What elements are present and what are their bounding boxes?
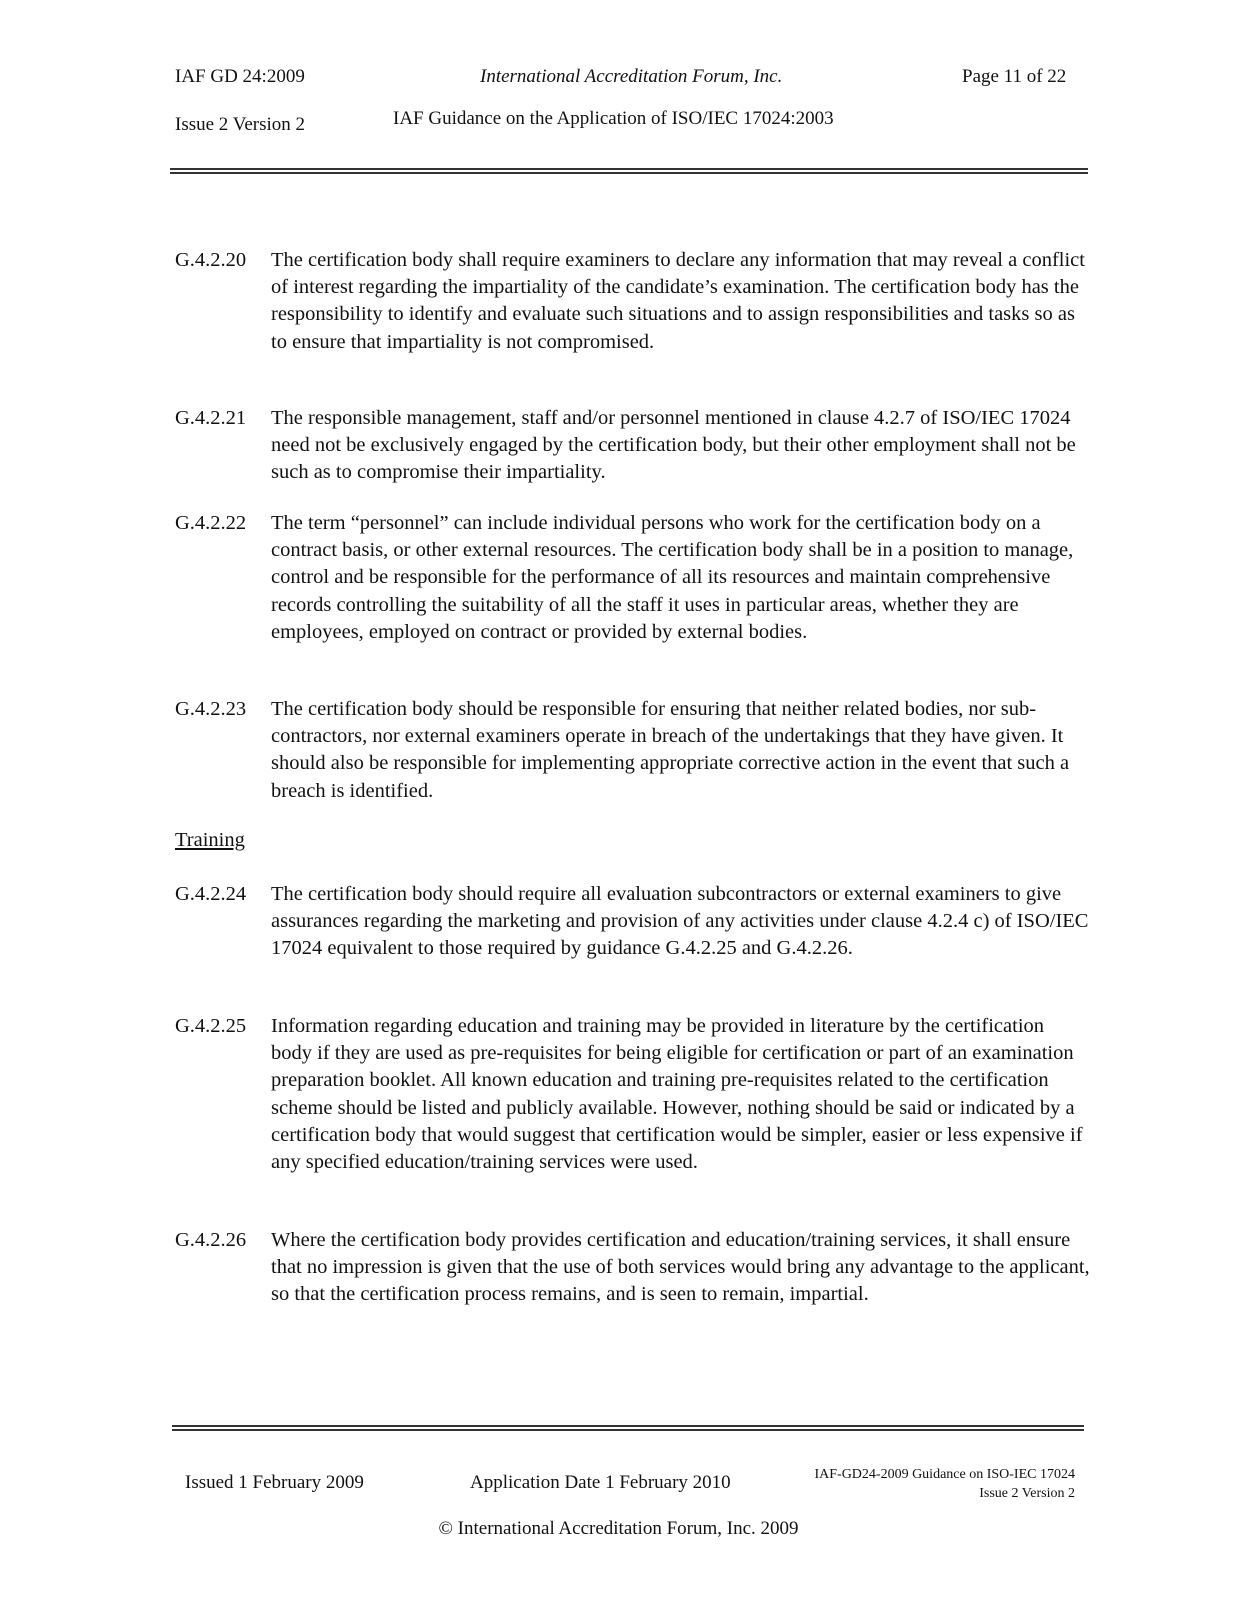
clause-text: The certification body should be responsible for ensuring that neither related bodies, nor sub-contractors, nor external examiners operate in breach of the undertakings that they have given. It should also be responsible for implementing appropriate corrective action in the event that such a breach is identified. <box>271 698 1070 802</box>
clause-g-4-2-23 <box>175 696 1090 805</box>
header-rule-bottom <box>170 172 1088 174</box>
clause-text: The certification body should require all evaluation subcontractors or external examiners to give assurances regarding the marketing and provision of any activities under clause 4.2.4 c) of ISO/IEC 17024 equivalent to those required by guidance G.4.2.25 and G.4.2.26. <box>271 883 1089 960</box>
section-heading-training: Training <box>175 829 245 851</box>
footer-copyright: © International Accreditation Forum, Inc. 2009 <box>438 1518 799 1539</box>
header-rule-top <box>170 168 1088 170</box>
clause-text: Where the certification body provides certification and education/training services, it shall ensure that no impression is given that the use of both services would bring any advantage to the applicant, so that the certification process remains, and is seen to remain, impartial. <box>271 1229 1090 1306</box>
footer-issued-date: Issued 1 February 2009 <box>185 1472 364 1493</box>
header-organization: International Accreditation Forum, Inc. <box>480 66 783 87</box>
header-page-number: Page 11 of 22 <box>962 66 1067 87</box>
header-title: IAF Guidance on the Application of ISO/IEC 17024:2003 <box>393 108 834 129</box>
clause-g-4-2-24 <box>175 881 1090 963</box>
clause-number: G.4.2.25 <box>175 1015 247 1037</box>
clause-g-4-2-22 <box>175 510 1090 646</box>
clause-g-4-2-25 <box>175 1013 1090 1176</box>
clause-number: G.4.2.21 <box>175 407 247 429</box>
clause-number: G.4.2.20 <box>175 249 247 271</box>
clause-text: The certification body shall require examiners to declare any information that may reveal a conflict of interest regarding the impartiality of the candidate’s examination. The certification body has the responsibility to identify and evaluate such situations and to assign responsibilities and tasks so as to ensure that impartiality is not compromised. <box>271 249 1085 353</box>
header-issue: Issue 2 Version 2 <box>175 114 306 135</box>
clause-g-4-2-21 <box>175 405 1090 487</box>
footer-reference-line-1: IAF-GD24-2009 Guidance on ISO-IEC 17024 <box>814 1467 1075 1482</box>
clause-number: G.4.2.23 <box>175 698 247 720</box>
clause-number: G.4.2.26 <box>175 1229 247 1251</box>
clause-text: The term “personnel” can include individual persons who work for the certification body on a contract basis, or other external resources. The certification body shall be in a position to manage, control and be responsible for the performance of all its resources and maintain comprehensive records controlling the suitability of all the staff it uses in particular areas, whether they are employees, employed on contract or provided by external bodies. <box>271 512 1074 643</box>
clause-text: Information regarding education and training may be provided in literature by the certification body if they are used as pre-requisites for being eligible for certification or part of an examination preparation booklet. All known education and training pre-requisites related to the certification scheme should be listed and publicly available. However, nothing should be said or indicated by a certification body that would suggest that certification would be simpler, easier or less expensive if any specified education/training services were used. <box>271 1015 1083 1174</box>
clause-number: G.4.2.24 <box>175 883 247 905</box>
clause-g-4-2-20 <box>175 247 1090 356</box>
clause-g-4-2-26 <box>175 1227 1090 1309</box>
clause-text: The responsible management, staff and/or personnel mentioned in clause 4.2.7 of ISO/IEC 17024 need not be exclusively engaged by the certification body, but their other employment shall not be such as to compromise their impartiality. <box>271 407 1076 484</box>
clause-number: G.4.2.22 <box>175 512 247 534</box>
footer-application-date: Application Date 1 February 2010 <box>470 1472 731 1493</box>
footer-reference <box>785 1465 1075 1503</box>
footer-reference-line-2: Issue 2 Version 2 <box>979 1486 1075 1501</box>
header-doc-id: IAF GD 24:2009 <box>175 66 305 87</box>
footer-rule-bottom <box>172 1429 1084 1431</box>
footer-rule-top <box>172 1425 1084 1427</box>
